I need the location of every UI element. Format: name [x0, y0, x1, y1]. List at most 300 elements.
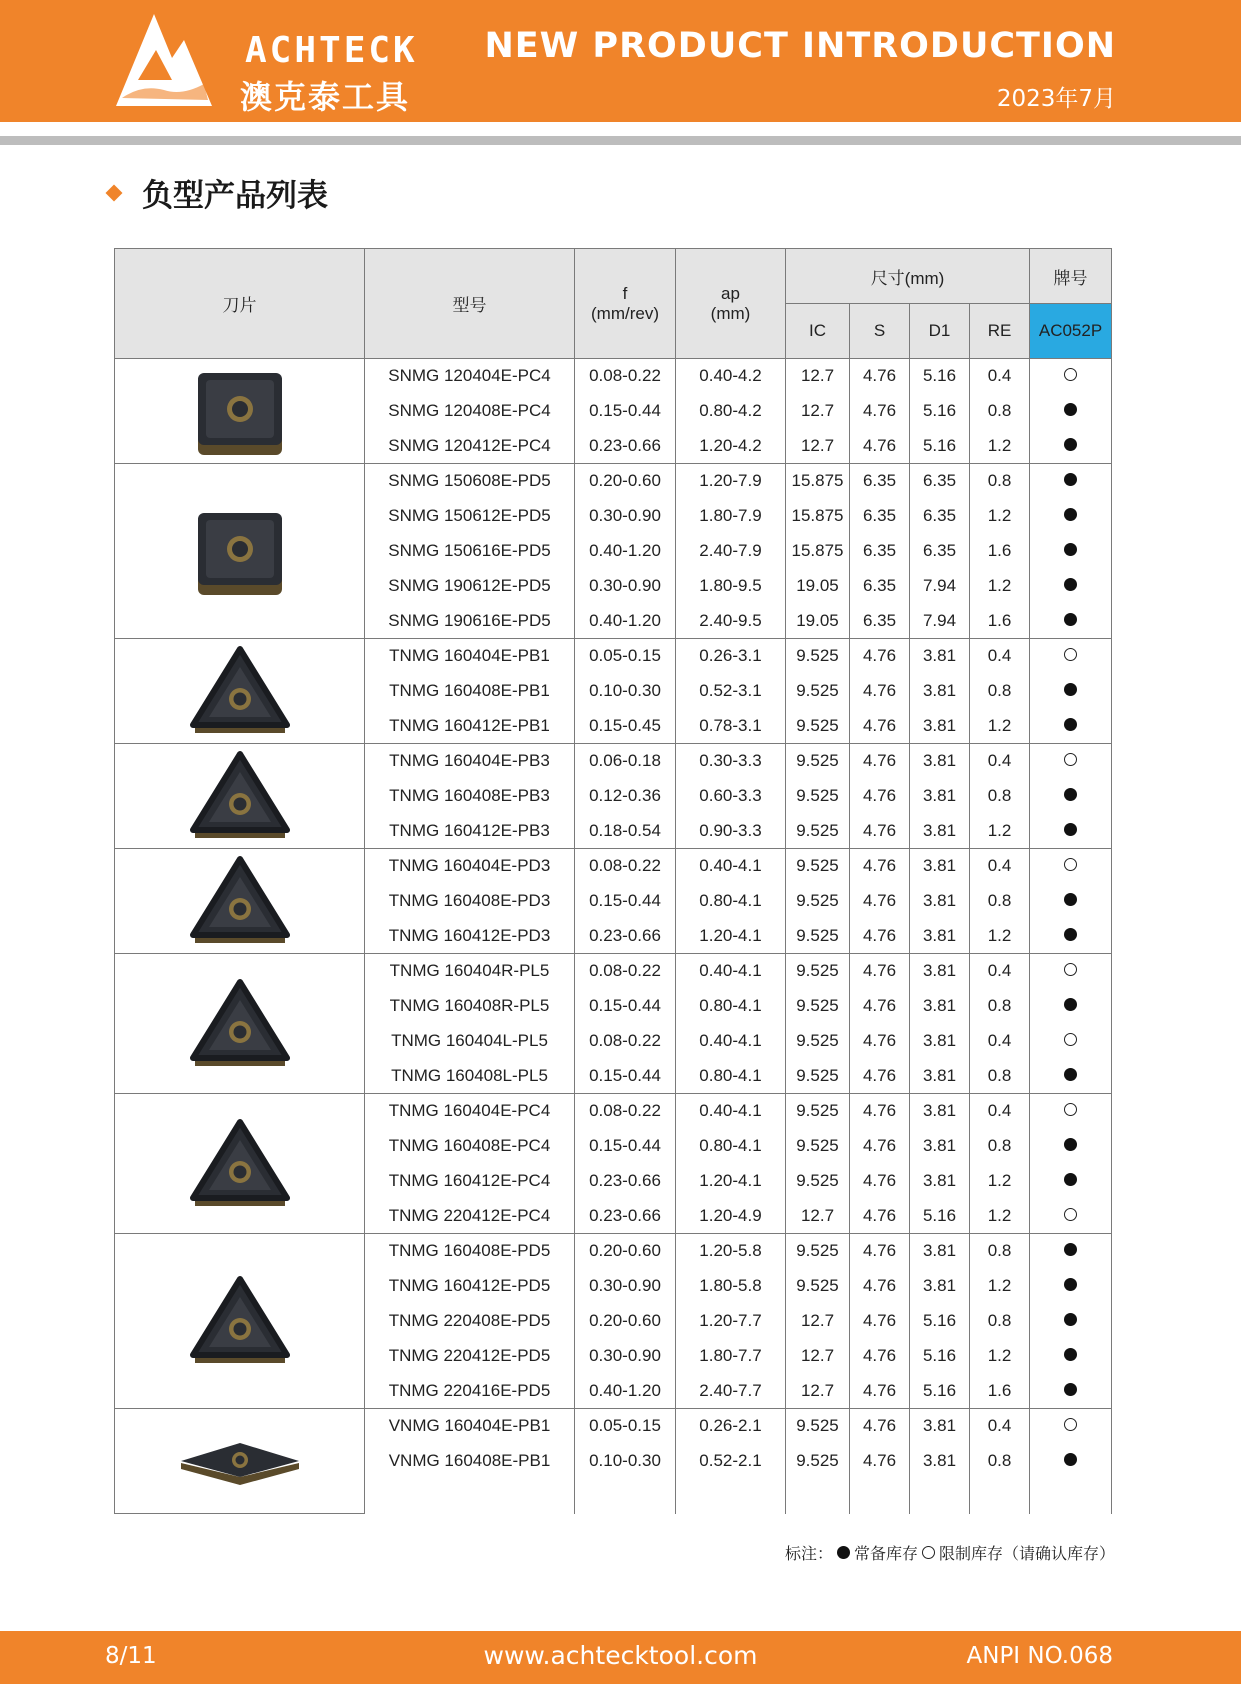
depth-cell: 1.20-5.8 [676, 1234, 786, 1269]
stock-cell [1030, 639, 1112, 674]
depth-cell: 1.80-5.8 [676, 1269, 786, 1304]
s-cell: 4.76 [850, 1024, 910, 1059]
s-cell: 4.76 [850, 989, 910, 1024]
filled-circle-icon [1064, 1068, 1077, 1081]
d1-cell: 3.81 [910, 779, 970, 814]
ic-cell: 19.05 [786, 604, 850, 639]
re-cell: 0.4 [970, 744, 1030, 779]
model-cell: TNMG 160404E-PB1 [365, 639, 575, 674]
feed-cell: 0.30-0.90 [575, 499, 676, 534]
feed-cell: 0.08-0.22 [575, 1024, 676, 1059]
filled-circle-icon [1064, 1348, 1077, 1361]
diamond-bullet-icon [106, 184, 123, 201]
filled-circle-icon [1064, 928, 1077, 941]
stock-cell [1030, 1199, 1112, 1234]
feed-cell: 0.40-1.20 [575, 604, 676, 639]
depth-cell: 0.90-3.3 [676, 814, 786, 849]
model-cell: SNMG 150612E-PD5 [365, 499, 575, 534]
col-header-depth [676, 249, 786, 359]
filled-circle-icon [1064, 578, 1077, 591]
re-cell: 0.4 [970, 639, 1030, 674]
filled-circle-icon [837, 1546, 850, 1559]
feed-cell: 0.20-0.60 [575, 1234, 676, 1269]
model-cell: TNMG 160408E-PD3 [365, 884, 575, 919]
feed-cell: 0.15-0.44 [575, 1059, 676, 1094]
depth-cell: 1.20-4.9 [676, 1199, 786, 1234]
table-row [115, 954, 1112, 989]
re-cell: 1.2 [970, 709, 1030, 744]
ic-cell: 9.525 [786, 1094, 850, 1129]
model-cell: SNMG 120412E-PC4 [365, 429, 575, 464]
depth-cell: 1.20-4.1 [676, 919, 786, 954]
s-cell: 6.35 [850, 499, 910, 534]
stock-cell [1030, 1059, 1112, 1094]
re-cell: 1.2 [970, 499, 1030, 534]
stock-cell [1030, 1234, 1112, 1269]
s-cell: 4.76 [850, 1164, 910, 1199]
model-cell: TNMG 160404L-PL5 [365, 1024, 575, 1059]
re-cell: 0.8 [970, 674, 1030, 709]
depth-cell: 0.80-4.2 [676, 394, 786, 429]
re-cell: 0.8 [970, 464, 1030, 499]
s-cell: 6.35 [850, 534, 910, 569]
ic-cell: 9.525 [786, 674, 850, 709]
d1-cell: 3.81 [910, 989, 970, 1024]
stock-cell [1030, 1129, 1112, 1164]
re-cell: 1.2 [970, 569, 1030, 604]
feed-cell: 0.23-0.66 [575, 1164, 676, 1199]
insert-image-cell [115, 464, 365, 639]
re-cell: 1.2 [970, 1199, 1030, 1234]
model-cell: SNMG 150616E-PD5 [365, 534, 575, 569]
stock-cell [1030, 1094, 1112, 1129]
re-cell: 1.2 [970, 1164, 1030, 1199]
depth-label: ap [721, 283, 740, 303]
stock-cell [1030, 1374, 1112, 1409]
feed-cell: 0.18-0.54 [575, 814, 676, 849]
feed-cell: 0.40-1.20 [575, 1374, 676, 1409]
filled-circle-icon [1064, 543, 1077, 556]
feed-cell: 0.23-0.66 [575, 429, 676, 464]
stock-cell [1030, 954, 1112, 989]
re-cell: 0.8 [970, 1059, 1030, 1094]
d1-cell: 3.81 [910, 814, 970, 849]
model-cell: TNMG 160408E-PD5 [365, 1234, 575, 1269]
s-cell: 6.35 [850, 569, 910, 604]
d1-cell: 6.35 [910, 534, 970, 569]
col-header-re: RE [970, 304, 1030, 359]
s-cell: 4.76 [850, 814, 910, 849]
filled-circle-icon [1064, 1173, 1077, 1186]
ic-cell: 9.525 [786, 709, 850, 744]
doc-code: ANPI NO.068 [966, 1643, 1113, 1669]
depth-cell: 1.80-7.7 [676, 1339, 786, 1374]
stock-cell [1030, 429, 1112, 464]
header-divider [0, 136, 1241, 145]
stock-cell [1030, 1164, 1112, 1199]
stock-legend [785, 1541, 1115, 1564]
model-cell: TNMG 220412E-PC4 [365, 1199, 575, 1234]
d1-cell: 3.81 [910, 1059, 970, 1094]
re-cell: 1.6 [970, 1374, 1030, 1409]
model-cell: TNMG 160404R-PL5 [365, 954, 575, 989]
empty-circle-icon [1064, 1208, 1077, 1221]
table-row [115, 464, 1112, 499]
re-cell [970, 1479, 1030, 1514]
ic-cell: 9.525 [786, 1024, 850, 1059]
depth-cell: 0.40-4.1 [676, 1094, 786, 1129]
s-cell: 4.76 [850, 639, 910, 674]
d1-cell: 3.81 [910, 919, 970, 954]
empty-circle-icon [1064, 963, 1077, 976]
d1-cell: 3.81 [910, 954, 970, 989]
s-cell: 4.76 [850, 1059, 910, 1094]
s-cell: 4.76 [850, 394, 910, 429]
re-cell: 0.8 [970, 1234, 1030, 1269]
d1-cell: 7.94 [910, 604, 970, 639]
ic-cell: 9.525 [786, 919, 850, 954]
d1-cell: 3.81 [910, 1234, 970, 1269]
filled-circle-icon [1064, 893, 1077, 906]
brand-name-cn: 澳克泰工具 [240, 78, 411, 116]
feed-cell: 0.12-0.36 [575, 779, 676, 814]
d1-cell: 6.35 [910, 464, 970, 499]
feed-cell: 0.10-0.30 [575, 674, 676, 709]
filled-circle-icon [1064, 1383, 1077, 1396]
model-cell: SNMG 150608E-PD5 [365, 464, 575, 499]
legend-label: 标注： [784, 1544, 833, 1563]
feed-label: f [622, 283, 628, 303]
grade-name: AC052P [1030, 304, 1112, 359]
feed-cell: 0.08-0.22 [575, 1094, 676, 1129]
depth-cell: 0.40-4.1 [676, 1024, 786, 1059]
re-cell: 0.8 [970, 1304, 1030, 1339]
filled-circle-icon [1064, 508, 1077, 521]
page-number: 8/11 [105, 1643, 157, 1669]
empty-circle-icon [1064, 1418, 1077, 1431]
re-cell: 0.8 [970, 884, 1030, 919]
filled-circle-icon [1064, 403, 1077, 416]
s-cell: 4.76 [850, 779, 910, 814]
square-insert-icon [175, 501, 305, 601]
ic-cell: 9.525 [786, 849, 850, 884]
depth-cell: 2.40-7.9 [676, 534, 786, 569]
stock-cell [1030, 569, 1112, 604]
depth-cell: 0.40-4.1 [676, 954, 786, 989]
s-cell: 6.35 [850, 464, 910, 499]
d1-cell: 5.16 [910, 1199, 970, 1234]
feed-cell: 0.20-0.60 [575, 464, 676, 499]
model-cell: VNMG 160404E-PB1 [365, 1409, 575, 1444]
triangle-insert-icon [175, 1114, 305, 1214]
re-cell: 1.6 [970, 534, 1030, 569]
depth-cell: 0.26-2.1 [676, 1409, 786, 1444]
issue-date: 2023年7月 [996, 86, 1116, 112]
re-cell: 1.6 [970, 604, 1030, 639]
depth-cell: 0.78-3.1 [676, 709, 786, 744]
stock-cell [1030, 989, 1112, 1024]
ic-cell [786, 1479, 850, 1514]
model-cell: TNMG 160412E-PD3 [365, 919, 575, 954]
stock-cell [1030, 394, 1112, 429]
legend-full-text: 常备库存 [853, 1544, 918, 1563]
section-title: 负型产品列表 [142, 178, 328, 214]
depth-cell: 0.80-4.1 [676, 989, 786, 1024]
empty-circle-icon [1064, 858, 1077, 871]
re-cell: 1.2 [970, 814, 1030, 849]
d1-cell: 3.81 [910, 1164, 970, 1199]
ic-cell: 9.525 [786, 779, 850, 814]
filled-circle-icon [1064, 683, 1077, 696]
filled-circle-icon [1064, 1138, 1077, 1151]
re-cell: 0.8 [970, 1444, 1030, 1479]
stock-cell [1030, 709, 1112, 744]
stock-cell [1030, 499, 1112, 534]
depth-cell: 1.20-7.9 [676, 464, 786, 499]
website-link[interactable]: www.achtecktool.com [483, 1641, 758, 1670]
s-cell [850, 1479, 910, 1514]
diamond-insert-icon [175, 1411, 305, 1511]
s-cell: 4.76 [850, 1269, 910, 1304]
ic-cell: 9.525 [786, 1059, 850, 1094]
d1-cell: 5.16 [910, 359, 970, 394]
page-footer [0, 1631, 1241, 1684]
insert-image-cell [115, 1409, 365, 1514]
ic-cell: 9.525 [786, 1164, 850, 1199]
stock-cell [1030, 884, 1112, 919]
model-cell: TNMG 160408E-PB3 [365, 779, 575, 814]
ic-cell: 12.7 [786, 394, 850, 429]
s-cell: 4.76 [850, 744, 910, 779]
empty-circle-icon [1064, 1033, 1077, 1046]
ic-cell: 12.7 [786, 359, 850, 394]
insert-image-cell [115, 744, 365, 849]
feed-cell: 0.20-0.60 [575, 1304, 676, 1339]
model-cell: TNMG 220412E-PD5 [365, 1339, 575, 1374]
ic-cell: 9.525 [786, 1129, 850, 1164]
depth-cell: 1.80-7.9 [676, 499, 786, 534]
filled-circle-icon [1064, 823, 1077, 836]
model-cell: TNMG 160412E-PB1 [365, 709, 575, 744]
stock-cell [1030, 744, 1112, 779]
s-cell: 4.76 [850, 849, 910, 884]
re-cell: 0.4 [970, 1024, 1030, 1059]
s-cell: 4.76 [850, 429, 910, 464]
feed-cell [575, 1479, 676, 1514]
stock-cell [1030, 1269, 1112, 1304]
re-cell: 1.2 [970, 919, 1030, 954]
feed-cell: 0.23-0.66 [575, 1199, 676, 1234]
d1-cell: 5.16 [910, 1304, 970, 1339]
depth-cell: 1.20-7.7 [676, 1304, 786, 1339]
page-header [0, 0, 1241, 122]
depth-cell: 0.60-3.3 [676, 779, 786, 814]
stock-cell [1030, 464, 1112, 499]
table-row [115, 639, 1112, 674]
s-cell: 6.35 [850, 604, 910, 639]
square-insert-icon [175, 361, 305, 461]
filled-circle-icon [1064, 473, 1077, 486]
table-row [115, 1234, 1112, 1269]
d1-cell [910, 1479, 970, 1514]
col-header-d1: D1 [910, 304, 970, 359]
feed-unit: (mm/rev) [591, 303, 659, 323]
model-cell: SNMG 120404E-PC4 [365, 359, 575, 394]
s-cell: 4.76 [850, 954, 910, 989]
col-header-feed [575, 249, 676, 359]
d1-cell: 5.16 [910, 429, 970, 464]
insert-image-cell [115, 849, 365, 954]
col-header-model: 型号 [365, 249, 575, 359]
ic-cell: 9.525 [786, 989, 850, 1024]
depth-cell: 1.80-9.5 [676, 569, 786, 604]
feed-cell: 0.23-0.66 [575, 919, 676, 954]
stock-cell [1030, 1339, 1112, 1374]
page-title: NEW PRODUCT INTRODUCTION [484, 26, 1116, 66]
ic-cell: 12.7 [786, 1304, 850, 1339]
col-header-insert: 刀片 [115, 249, 365, 359]
feed-cell: 0.40-1.20 [575, 534, 676, 569]
ic-cell: 9.525 [786, 1234, 850, 1269]
empty-circle-icon [1064, 648, 1077, 661]
re-cell: 0.8 [970, 394, 1030, 429]
stock-cell [1030, 359, 1112, 394]
col-header-s: S [850, 304, 910, 359]
depth-cell: 1.20-4.2 [676, 429, 786, 464]
triangle-insert-icon [175, 641, 305, 741]
re-cell: 1.2 [970, 1269, 1030, 1304]
table-row [115, 744, 1112, 779]
re-cell: 0.4 [970, 1094, 1030, 1129]
s-cell: 4.76 [850, 1304, 910, 1339]
s-cell: 4.76 [850, 359, 910, 394]
ic-cell: 15.875 [786, 464, 850, 499]
stock-cell [1030, 814, 1112, 849]
s-cell: 4.76 [850, 1094, 910, 1129]
re-cell: 0.8 [970, 1129, 1030, 1164]
d1-cell: 3.81 [910, 674, 970, 709]
table-row [115, 1409, 1112, 1444]
feed-cell: 0.30-0.90 [575, 1339, 676, 1374]
col-header-ic: IC [786, 304, 850, 359]
re-cell: 0.4 [970, 359, 1030, 394]
re-cell: 1.2 [970, 1339, 1030, 1374]
stock-cell [1030, 1409, 1112, 1444]
model-cell [365, 1479, 575, 1514]
d1-cell: 3.81 [910, 1094, 970, 1129]
model-cell: TNMG 160412E-PB3 [365, 814, 575, 849]
empty-circle-icon [922, 1546, 935, 1559]
model-cell: TNMG 160408R-PL5 [365, 989, 575, 1024]
feed-cell: 0.15-0.44 [575, 884, 676, 919]
triangle-insert-icon [175, 851, 305, 951]
model-cell: TNMG 220408E-PD5 [365, 1304, 575, 1339]
stock-cell [1030, 779, 1112, 814]
stock-cell [1030, 1479, 1112, 1514]
depth-cell: 0.40-4.1 [676, 849, 786, 884]
model-cell: SNMG 190612E-PD5 [365, 569, 575, 604]
col-header-grade: 牌号 [1030, 249, 1112, 304]
table-row [115, 1094, 1112, 1129]
depth-cell: 0.80-4.1 [676, 1059, 786, 1094]
feed-cell: 0.15-0.44 [575, 394, 676, 429]
triangle-insert-icon [175, 746, 305, 846]
feed-cell: 0.30-0.90 [575, 569, 676, 604]
s-cell: 4.76 [850, 1129, 910, 1164]
filled-circle-icon [1064, 1453, 1077, 1466]
d1-cell: 3.81 [910, 849, 970, 884]
d1-cell: 3.81 [910, 1024, 970, 1059]
empty-circle-icon [1064, 753, 1077, 766]
stock-cell [1030, 674, 1112, 709]
depth-cell: 2.40-9.5 [676, 604, 786, 639]
d1-cell: 5.16 [910, 394, 970, 429]
col-header-size: 尺寸(mm) [786, 249, 1030, 304]
s-cell: 4.76 [850, 884, 910, 919]
insert-image-cell [115, 1234, 365, 1409]
ic-cell: 9.525 [786, 1269, 850, 1304]
s-cell: 4.76 [850, 1444, 910, 1479]
d1-cell: 3.81 [910, 709, 970, 744]
triangle-insert-icon [175, 1271, 305, 1371]
legend-empty-text: 限制库存（请确认库存） [938, 1544, 1115, 1563]
feed-cell: 0.05-0.15 [575, 639, 676, 674]
ic-cell: 15.875 [786, 534, 850, 569]
model-cell: SNMG 120408E-PC4 [365, 394, 575, 429]
model-cell: TNMG 160408L-PL5 [365, 1059, 575, 1094]
d1-cell: 3.81 [910, 1444, 970, 1479]
depth-cell: 1.20-4.1 [676, 1164, 786, 1199]
d1-cell: 3.81 [910, 1269, 970, 1304]
ic-cell: 9.525 [786, 954, 850, 989]
model-cell: TNMG 160408E-PC4 [365, 1129, 575, 1164]
stock-cell [1030, 1304, 1112, 1339]
ic-cell: 12.7 [786, 1339, 850, 1374]
feed-cell: 0.08-0.22 [575, 359, 676, 394]
depth-cell: 0.80-4.1 [676, 1129, 786, 1164]
filled-circle-icon [1064, 718, 1077, 731]
ic-cell: 19.05 [786, 569, 850, 604]
stock-cell [1030, 849, 1112, 884]
ic-cell: 12.7 [786, 429, 850, 464]
insert-image-cell [115, 954, 365, 1094]
feed-cell: 0.08-0.22 [575, 954, 676, 989]
re-cell: 0.8 [970, 779, 1030, 814]
stock-cell [1030, 604, 1112, 639]
ic-cell: 9.525 [786, 884, 850, 919]
filled-circle-icon [1064, 788, 1077, 801]
feed-cell: 0.15-0.45 [575, 709, 676, 744]
d1-cell: 7.94 [910, 569, 970, 604]
empty-circle-icon [1064, 1103, 1077, 1116]
model-cell: TNMG 220416E-PD5 [365, 1374, 575, 1409]
s-cell: 4.76 [850, 1409, 910, 1444]
filled-circle-icon [1064, 613, 1077, 626]
insert-image-cell [115, 639, 365, 744]
depth-cell: 0.30-3.3 [676, 744, 786, 779]
depth-unit: (mm) [710, 303, 751, 323]
model-cell: TNMG 160404E-PB3 [365, 744, 575, 779]
model-cell: SNMG 190616E-PD5 [365, 604, 575, 639]
feed-cell: 0.30-0.90 [575, 1269, 676, 1304]
depth-cell: 2.40-7.7 [676, 1374, 786, 1409]
feed-cell: 0.15-0.44 [575, 1129, 676, 1164]
ic-cell: 9.525 [786, 814, 850, 849]
stock-cell [1030, 534, 1112, 569]
triangle-insert-icon [175, 974, 305, 1074]
depth-cell: 0.52-3.1 [676, 674, 786, 709]
re-cell: 0.4 [970, 1409, 1030, 1444]
